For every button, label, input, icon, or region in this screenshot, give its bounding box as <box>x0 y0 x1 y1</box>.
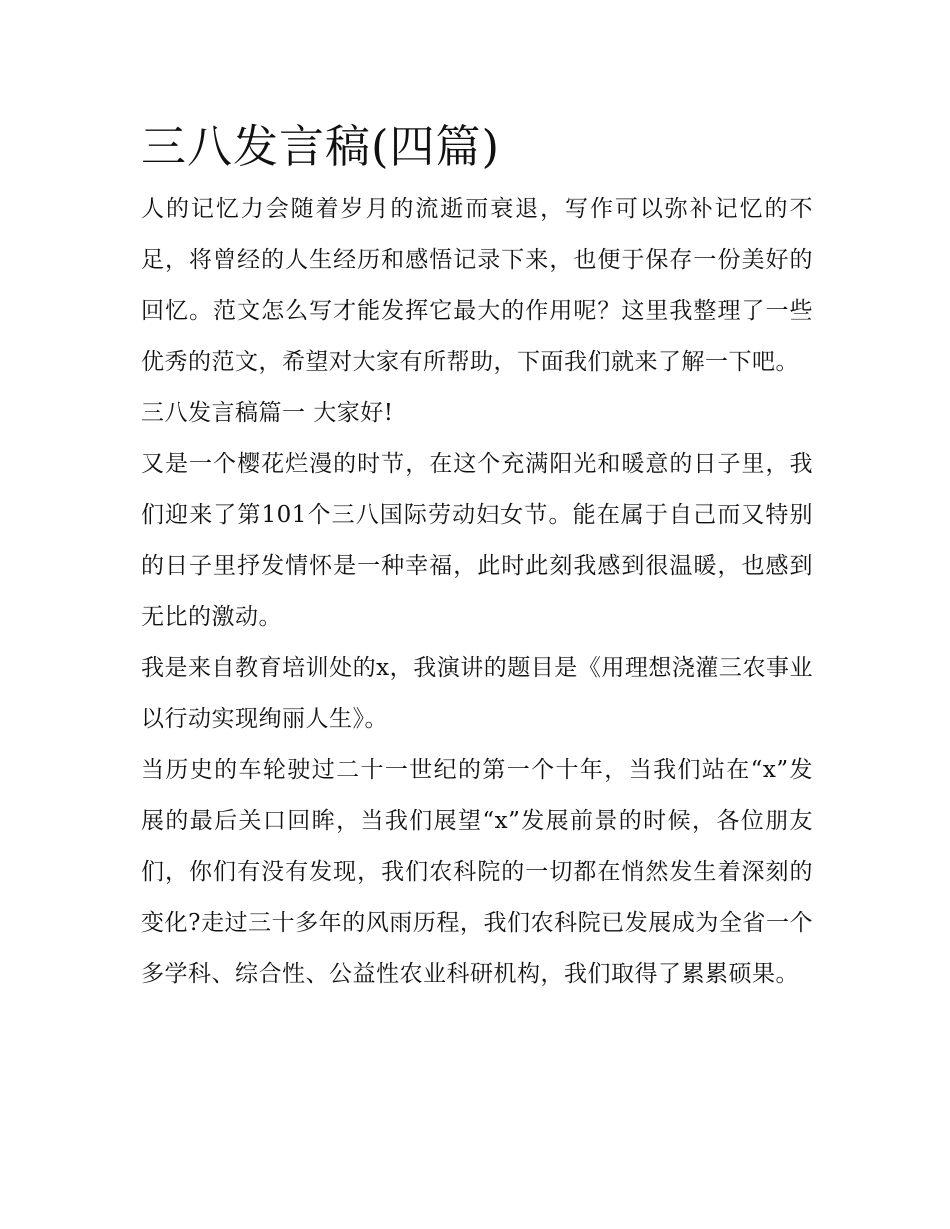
paragraph-greeting: 三八发言稿篇一 大家好! <box>141 400 394 426</box>
paragraph-history: 当历史的车轮驶过二十一世纪的第一个十年，当我们站在“x”发展的最后关口回眸，当我们展望“x”发展前景的时候，各位朋友们，你们有没有发现，我们农科院的一切都在悄然发生着深刻的变化?走过三十多年的风雨历程，我们农科院已发展成为全省一个多学科、综合性、公益性农业科研机构，我们取得了累累硕果。 <box>141 757 813 987</box>
paragraph-speaker: 我是来自教育培训处的x，我演讲的题目是《用理想浇灌三农事业以行动实现绚丽人生》。 <box>141 655 813 732</box>
document-title: 三八发言稿(四篇) <box>141 120 501 173</box>
paragraph-intro: 人的记忆力会随着岁月的流逝而衰退，写作可以弥补记忆的不足，将曾经的人生经历和感悟记录下来，也便于保存一份美好的回忆。范文怎么写才能发挥它最大的作用呢？这里我整理了一些优秀的范文，希望对大家有所帮助，下面我们就来了解一下吧。 <box>141 196 813 375</box>
document-page <box>141 110 813 1000</box>
paragraph-festival: 又是一个樱花烂漫的时节，在这个充满阳光和暖意的日子里，我们迎来了第101个三八国际劳动妇女节。能在属于自己而又特别的日子里抒发情怀是一种幸福，此时此刻我感到很温暖，也感到无比的激动。 <box>141 451 813 630</box>
